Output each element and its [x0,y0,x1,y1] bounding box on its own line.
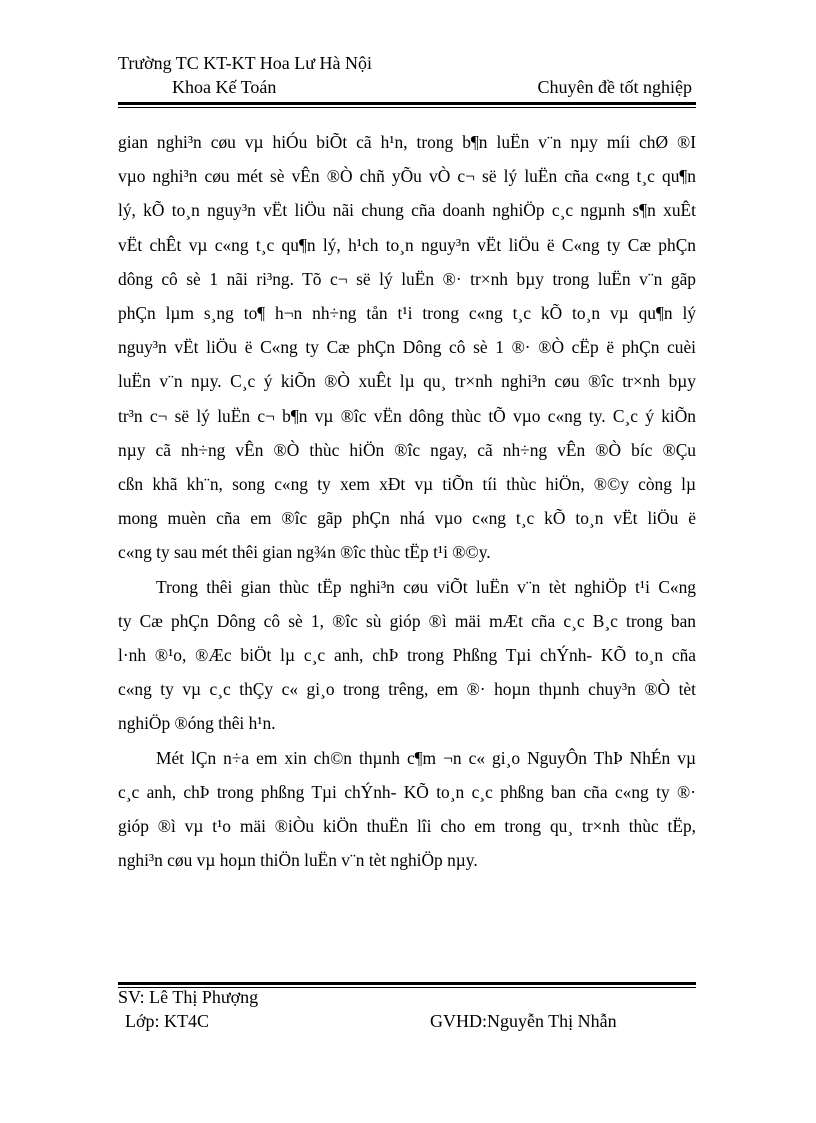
text-line: l·nh ®¹o, ®Æc biÖt lµ c¸c anh, chÞ trong Phßng Tµi chÝnh- KÕ to¸n cña [118,645,696,666]
text-line: ty Cæ phÇn Dông cô sè 1, ®îc sù gióp ®ì mäi mÆt cña c¸c B¸c trong ban [118,610,696,631]
text-line: c«ng ty sau mét thêi gian ng¾n ®îc thùc tËp t¹i ®©y. [118,542,491,563]
paragraph-1 [118,125,696,570]
page-header [118,52,696,102]
class-name: Lớp: KT4C [125,1011,210,1031]
text-line: vËt chÊt vµ c«ng t¸c qu¶n lý, h¹ch to¸n nguy³n vËt liÖu ë C«ng ty Cæ phÇn [118,234,696,255]
page-footer [118,986,696,1034]
text-line: luËn v¨n nµy. C¸c ý kiÕn ®Ò xuÊt lµ qu¸ tr×nh nghi³n cøu ®îc tr×nh bµy [118,371,696,392]
text-line: Mét lÇn n÷a em xin ch©n thµnh c¶m ¬n c« gi¸o NguyÔn ThÞ NhÉn vµ [156,747,696,768]
paragraph-2 [118,570,696,741]
department-name: Khoa Kế Toán [172,77,277,97]
text-line: phÇn lµm s¸ng to¶ h¬n nh÷ng tån t¹i trong c«ng t¸c kÕ to¸n vµ qu¶n lý [118,303,696,324]
student-name: SV: Lê Thị Phượng [118,987,259,1007]
text-line: nghiÖp ®óng thêi h¹n. [118,713,276,734]
text-line: vµo nghi³n cøu mét sè vÊn ®Ò chñ yÕu vÒ c¬ së lý luËn cña c«ng t¸c qu¶n [118,166,696,187]
text-line: gióp ®ì vµ t¹o mäi ®iÒu kiÖn thuËn lîi cho em trong qu¸ tr×nh thùc tËp, [118,816,696,837]
text-line: Trong thêi gian thùc tËp nghi³n cøu viÕt luËn v¨n tèt nghiÖp t¹i C«ng [156,576,696,597]
text-line: lý, kÕ to¸n nguy³n vËt liÖu nãi chung cña doanh nghiÖp c¸c ngµnh s¶n xuÊt [118,200,696,221]
school-name: Trường TC KT-KT Hoa Lư Hà Nội [118,53,373,73]
supervisor-name: GVHD:Nguyễn Thị Nhẫn [430,1011,617,1031]
text-line: mong muèn cña em ®îc gãp phÇn nhá vµo c«ng t¸c kÕ to¸n vËt liÖu ë [118,508,696,529]
text-line: gian nghi³n cøu vµ hiÓu biÕt cã h¹n, trong b¶n luËn v¨n nµy míi chØ ®I [118,132,696,152]
text-line: c«ng ty vµ c¸c thÇy c« gi¸o trong trêng, em ®· hoµn thµnh chuy³n ®Ò tèt [118,679,696,700]
text-line: nghi³n cøu vµ hoµn thiÖn luËn v¨n tèt nghiÖp nµy. [118,850,478,871]
text-line: c¸c anh, chÞ trong phßng Tµi chÝnh- KÕ to¸n c¸c phßng ban cña c«ng ty ®· [118,781,696,802]
header-rule [118,102,696,108]
text-line: nguy³n vËt liÖu ë C«ng ty Cæ phÇn Dông cô sè 1 ®· ®Ò cËp ë phÇn cuèi [118,337,696,358]
document-type: Chuyên đề tốt nghiệp [537,77,692,97]
text-line: cßn khã kh¨n, song c«ng ty xem xÐt vµ tiÕn tíi thùc hiÖn, ®©y còng lµ [118,474,696,495]
text-line: dông cô sè 1 nãi ri³ng. Tõ c¬ së lý luËn ®· tr×nh bµy trong luËn v¨n gãp [118,268,696,289]
document-body [118,125,696,877]
text-line: tr³n c¬ së lý luËn c¬ b¶n vµ ®îc vËn dông thùc tÕ vµo c«ng ty. C¸c ý kiÕn [118,405,696,426]
text-line: nµy cã nh÷ng vÊn ®Ò thùc hiÖn ®îc ngay, cã nh÷ng vÊn ®Ò bíc ®Çu [118,439,696,460]
paragraph-3 [118,741,696,878]
